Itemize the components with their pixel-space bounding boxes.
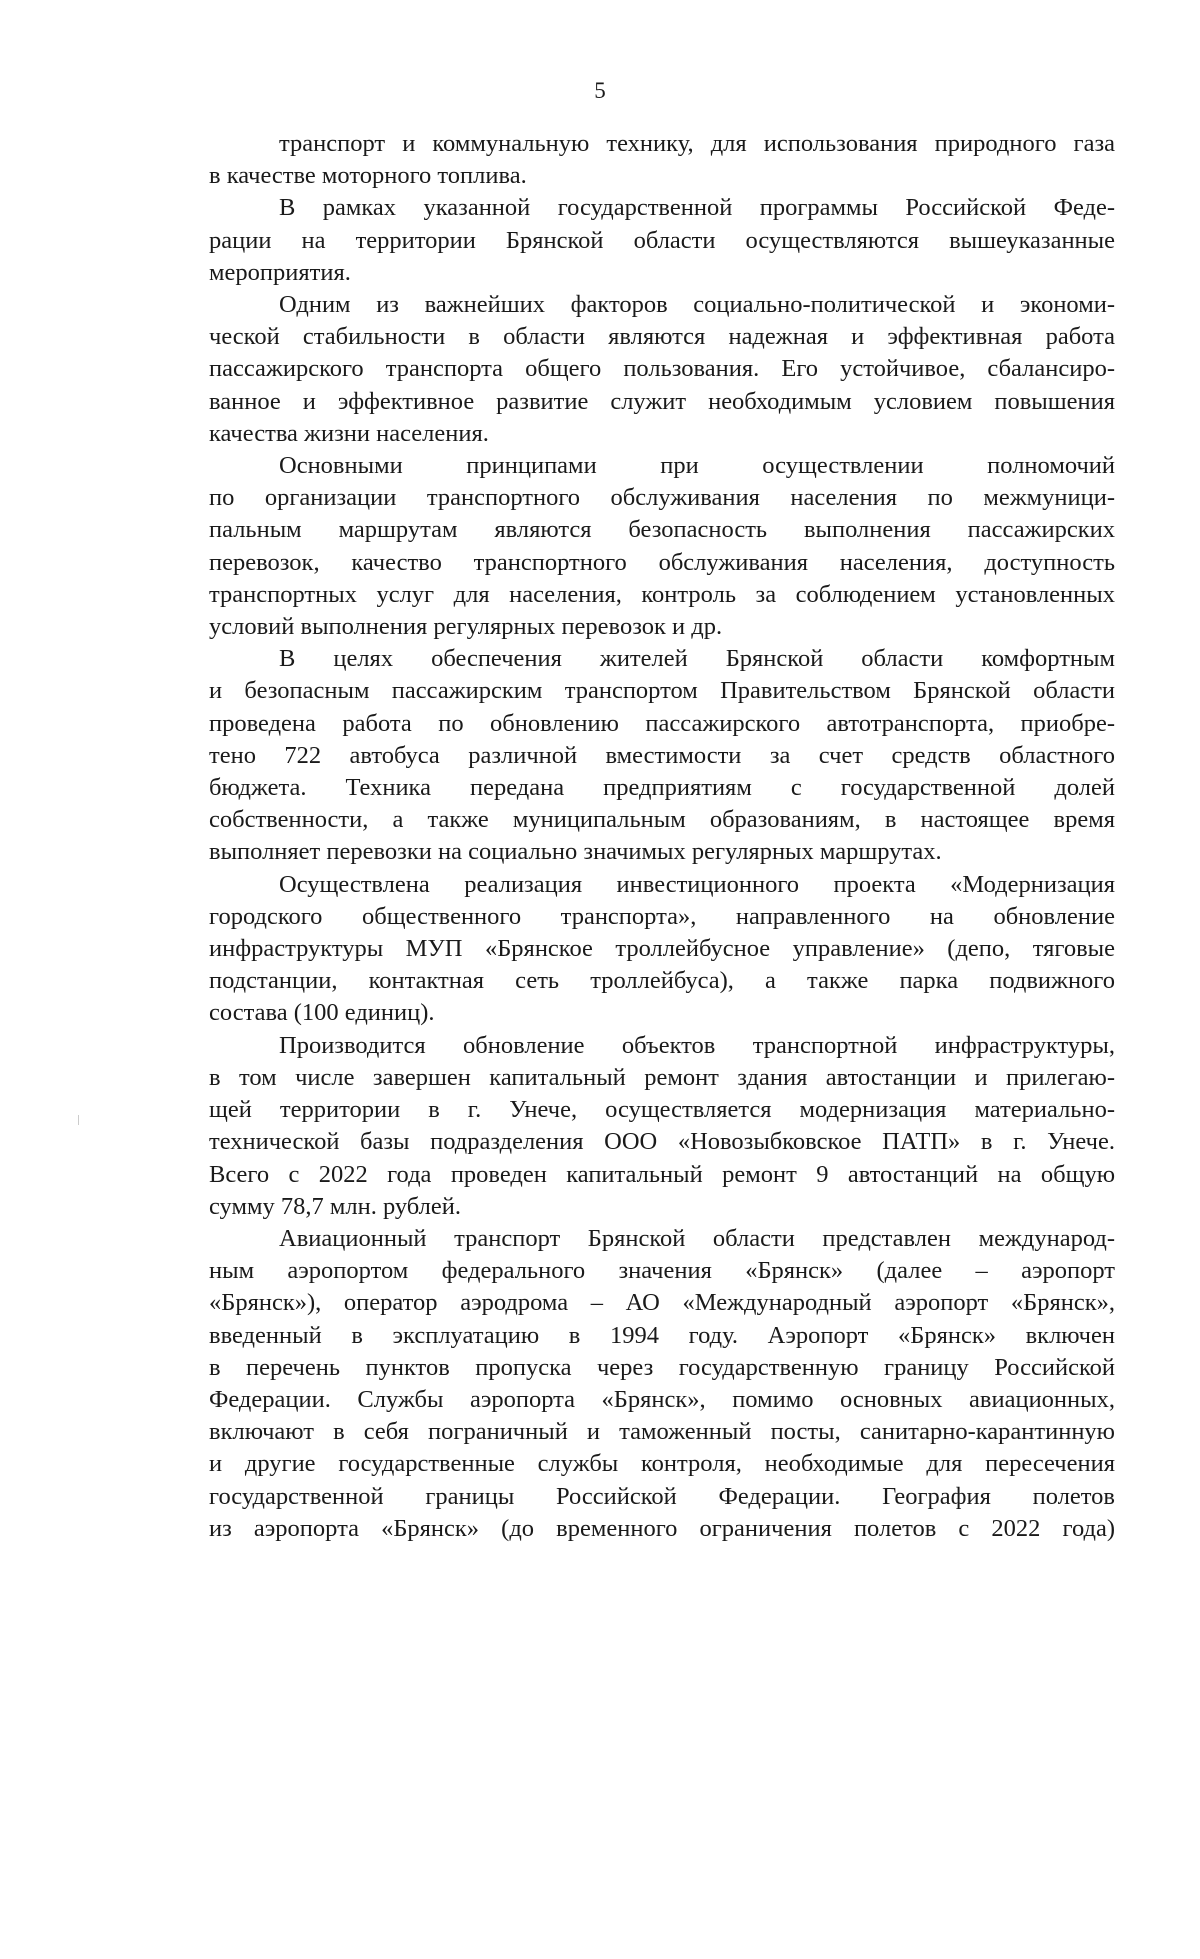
text-line: Авиационный транспорт Брянской области представлен международ-	[279, 1224, 1115, 1252]
text-line: подстанции, контактная сеть троллейбуса), а также парка подвижного	[209, 967, 1115, 995]
paragraph	[209, 1223, 1115, 1545]
paragraph	[209, 289, 1115, 450]
text-line: транспортных услуг для населения, контроль за соблюдением установленных	[209, 580, 1115, 608]
text-line: ванное и эффективное развитие служит необходимым условием повышения	[209, 387, 1115, 415]
scan-mark	[78, 1115, 79, 1125]
text-line: ным аэропортом федерального значения «Брянск» (далее – аэропорт	[209, 1257, 1115, 1285]
text-line: бюджета. Техника передана предприятиям с государственной долей	[209, 774, 1115, 802]
text-line: сумму 78,7 млн. рублей.	[209, 1192, 461, 1220]
text-line: «Брянск»), оператор аэродрома – АО «Международный аэропорт «Брянск»,	[209, 1289, 1115, 1317]
text-line: в том числе завершен капитальный ремонт здания автостанции и прилегаю-	[209, 1063, 1115, 1091]
text-line: Всего с 2022 года проведен капитальный ремонт 9 автостанций на общую	[209, 1160, 1115, 1188]
text-line: государственной границы Российской Федерации. География полетов	[209, 1482, 1115, 1510]
text-line: выполняет перевозки на социально значимых регулярных маршрутах.	[209, 838, 942, 866]
document-body	[209, 128, 1115, 1545]
text-line: Основными принципами при осуществлении полномочий	[279, 452, 1115, 480]
text-line: состава (100 единиц).	[209, 999, 435, 1027]
text-line: В рамках указанной государственной программы Российской Феде-	[279, 194, 1115, 222]
text-line: Федерации. Службы аэропорта «Брянск», помимо основных авиационных,	[209, 1385, 1115, 1413]
text-line: из аэропорта «Брянск» (до временного ограничения полетов с 2022 года)	[209, 1514, 1115, 1542]
text-line: введенный в эксплуатацию в 1994 году. Аэропорт «Брянск» включен	[209, 1321, 1115, 1349]
text-line: пассажирского транспорта общего пользования. Его устойчивое, сбалансиро-	[209, 355, 1115, 383]
text-line: проведена работа по обновлению пассажирского автотранспорта, приобре-	[209, 709, 1115, 737]
text-line: мероприятия.	[209, 258, 351, 286]
text-line: условий выполнения регулярных перевозок и др.	[209, 613, 723, 641]
text-line: в качестве моторного топлива.	[209, 162, 527, 190]
text-line: транспорт и коммунальную технику, для использования природного газа	[279, 130, 1115, 157]
text-line: по организации транспортного обслуживания населения по межмуници-	[209, 484, 1115, 512]
text-line: и безопасным пассажирским транспортом Правительством Брянской области	[209, 677, 1115, 705]
paragraph	[209, 192, 1115, 289]
paragraph	[209, 450, 1115, 643]
page-number: 5	[594, 78, 606, 103]
text-line: инфраструктуры МУП «Брянское троллейбусное управление» (депо, тяговые	[209, 935, 1115, 963]
text-line: собственности, а также муниципальным образованиям, в настоящее время	[209, 806, 1115, 834]
text-line: пальным маршрутам являются безопасность выполнения пассажирских	[209, 516, 1115, 544]
text-line: Производится обновление объектов транспортной инфраструктуры,	[279, 1031, 1115, 1059]
text-line: щей территории в г. Унече, осуществляется модернизация материально-	[209, 1096, 1115, 1124]
text-line: и другие государственные службы контроля, необходимые для пересечения	[209, 1450, 1115, 1478]
text-line: В целях обеспечения жителей Брянской области комфортным	[279, 645, 1115, 673]
text-line: в перечень пунктов пропуска через государственную границу Российской	[209, 1353, 1115, 1381]
paragraph	[209, 643, 1115, 868]
text-line: включают в себя пограничный и таможенный посты, санитарно-карантинную	[209, 1418, 1115, 1446]
paragraph	[209, 869, 1115, 1030]
text-line: ческой стабильности в области являются надежная и эффективная работа	[209, 323, 1115, 351]
text-line: городского общественного транспорта», направленного на обновление	[209, 902, 1115, 930]
text-line: Осуществлена реализация инвестиционного проекта «Модернизация	[279, 870, 1115, 898]
text-line: рации на территории Брянской области осуществляются вышеуказанные	[209, 226, 1115, 254]
text-line: перевозок, качество транспортного обслуживания населения, доступность	[209, 548, 1115, 576]
paragraph	[209, 128, 1115, 192]
text-line: тено 722 автобуса различной вместимости за счет средств областного	[209, 741, 1115, 769]
text-line: Одним из важнейших факторов социально-политической и экономи-	[279, 291, 1115, 319]
text-line: качества жизни населения.	[209, 419, 489, 447]
text-line: технической базы подразделения ООО «Новозыбковское ПАТП» в г. Унече.	[209, 1128, 1115, 1156]
paragraph	[209, 1030, 1115, 1223]
